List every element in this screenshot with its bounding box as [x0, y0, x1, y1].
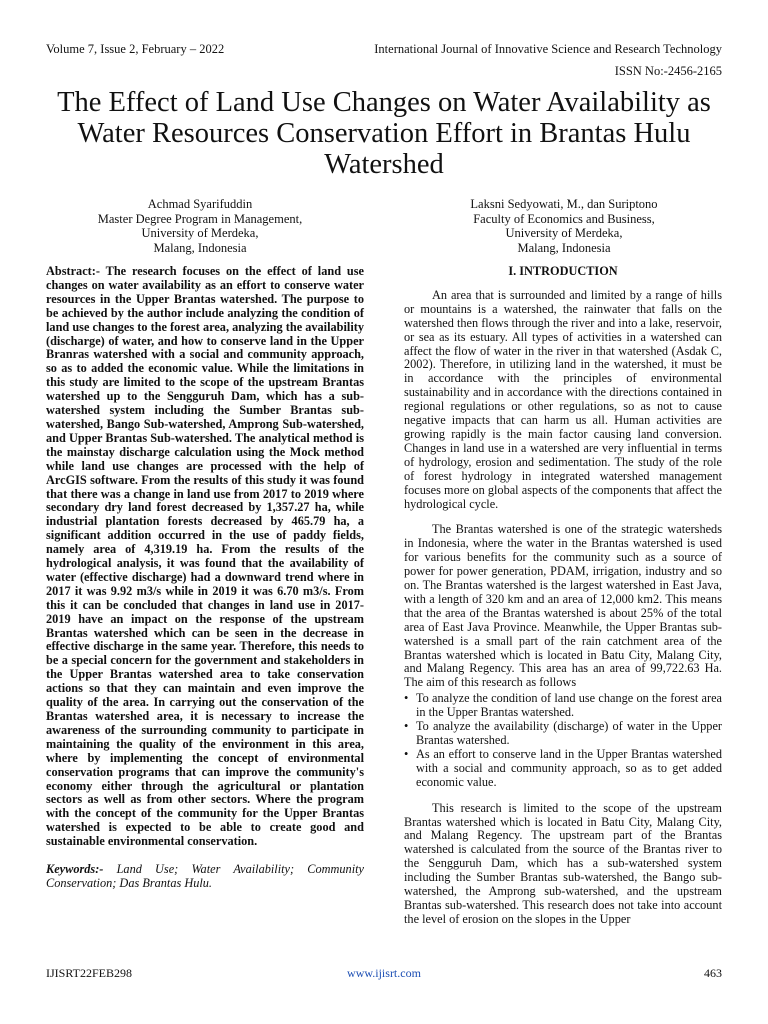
- list-item: • As an effort to conserve land in the Upper Brantas watershed with a social and community approach, so as to get added economic value.: [404, 746, 722, 789]
- abstract: Abstract:- The research focuses on the effect of land use changes on water availability as an effort to conserve water resources in the Upper Brantas watershed. The purpose to be achieved by the author include analyzing the condition of land use changes to the forest area, analyzing the availability (discharge) of water, and how to conserve land in the Upper Branras watershed with a social and community approach, so as to added the economic value. While the limitations in this study are limited to the scope of the upstream Brantas watershed up to the Sengguruh Dam, which has a sub-watershed system including the Sumber Brantas sub-watershed, Bango Sub-watershed, Amprong Sub-watershed, and Upper Brantas Sub-watershed. The analytical method is the mainstay discharge calculation using the Mock method while land use changes are processed with the help of ArcGIS software. From the results of this study it was found that there was a change in land use from 2017 to 2019 where secondary dry land forest decreased by 1,357.27 ha, while industrial plantation forests decreased by 465.79 ha, a significant addition occurred in the use of paddy fields, namely area of 4,319.19 ha. From the results of the hydrological analysis, it was found that the availability of water (effective discharge) had a downward trend where in 2017 it was 9.92 m3/s while in 2019 it was 6.70 m3/s. From this it can be concluded that changes in land use in 2017-2019 have an impact on the response of the upstream Brantas watershed which can be seen in the decrease in effective discharge in the same year. Therefore, this needs to be a special concern for the government and stakeholders in the Upper Brantas watershed area to take conservation actions so that they can maintain and even improve the quality of the area. In carrying out the conservation of the Brantas watershed area, it is necessary to increase the awareness of the surrounding community to participate in maintaining the quality of the environment in this area, where by implementing the concept of environmental conservation programs that can improve the community's economy either through the agricultural or plantation sectors as well as from other sectors. Where the program with the concept of the community for the Upper Brantas watershed is expected to be able to create good and sustainable environmental conservation.: [46, 264, 364, 849]
- author-affiliation: Faculty of Economics and Business,: [473, 211, 655, 226]
- author-university: University of Merdeka,: [141, 226, 259, 241]
- author-block-2: [414, 197, 714, 255]
- bullet-icon: •: [404, 691, 409, 706]
- author-affiliation: Master Degree Program in Management,: [97, 211, 303, 226]
- left-column: [46, 265, 364, 891]
- author-block-1: [50, 197, 350, 255]
- bullet-icon: •: [404, 719, 409, 734]
- author-location: Malang, Indonesia: [517, 240, 611, 255]
- intro-paragraph-2: The Brantas watershed is one of the strategic watersheds in Indonesia, where the water in the Brantas watershed is used for various benefits for the community such as a source of power for power generation, PDAM, irrigation, industry and so on. The Brantas watershed is the largest watershed in East Java, with a length of 320 km and an area of 12,000 km2. This means that the area of the Brantas watershed is about 25% of the total area of East Java Province. Meanwhile, the Upper Brantas sub-watershed is a small part of the rain catchment area of the Brantas watershed which is located in Batu City, Malang City, and Malang Regency. This area has an area of 99,722.63 Ha. The aim of this research as follows: [404, 522, 722, 690]
- list-item: • To analyze the condition of land use change on the forest area in the Upper Brantas watershed.: [404, 691, 722, 720]
- intro-paragraph-1: An area that is surrounded and limited by a range of hills or mountains is a watershed, the rainwater that falls on the watershed then flows through the river and into a lake, reservoir, or sea as its estuary. All types of activities in a watershed can affect the flow of water in the river in that watershed (Asdak C, 2002). Therefore, in utilizing land in the watershed, it must be in accordance with the principles of environmental sustainability and in accordance with the directions contained in regional regulations or other regulations, so as not to cause negative impacts that can harm us all. Human activities are growing rapidly is the main factor causing land conversion. Changes in land use in a watershed are very influential in terms of hydrology, erosion and sedimentation. The study of the role of forest hydrology in integrated watershed management focuses more on global aspects of the components that affect the hydrological cycle.: [404, 287, 722, 511]
- volume-issue: Volume 7, Issue 2, February – 2022: [46, 42, 225, 56]
- issn-number: ISSN No:-2456-2165: [614, 64, 722, 78]
- author-name: Laksni Sedyowati, M., dan Suriptono: [470, 197, 658, 211]
- section-heading-introduction: I. INTRODUCTION: [508, 264, 618, 278]
- paper-title: The Effect of Land Use Changes on Water Availability as Water Resources Conservation Effort in Brantas Hulu Watershed: [57, 87, 711, 180]
- keywords-label: Keywords:-: [46, 862, 104, 877]
- right-column: [404, 265, 722, 939]
- author-university: University of Merdeka,: [505, 226, 623, 241]
- bullet-icon: •: [404, 746, 409, 761]
- journal-name: International Journal of Innovative Science and Research Technology: [374, 42, 722, 56]
- page-number: 463: [704, 966, 722, 980]
- author-location: Malang, Indonesia: [153, 240, 247, 255]
- keywords-text: Land Use; Water Availability; Community Conservation; Das Brantas Hulu.: [46, 862, 364, 890]
- journal-url-link[interactable]: www.ijisrt.com: [347, 966, 421, 980]
- author-name: Achmad Syarifuddin: [147, 197, 253, 211]
- list-item: • To analyze the availability (discharge) of water in the Upper Brantas watershed.: [404, 719, 722, 747]
- research-aims-list: [404, 692, 722, 789]
- intro-paragraph-3: This research is limited to the scope of the upstream Brantas watershed which is located in Batu City, Malang City, and Malang Regency. The upstream part of the Brantas watershed is calculated from the source of the Brantas river to the Sengguruh Dam, which has a sub-watershed system including the Sumber Brantas sub-watershed, the Bango sub-watershed, the Amprong sub-watershed, and the upstream Brantas sub-watershed. This research does not take into account the level of erosion on the slopes in the Upper: [404, 800, 722, 926]
- keywords: [46, 863, 364, 891]
- paper-id: IJISRT22FEB298: [46, 966, 132, 980]
